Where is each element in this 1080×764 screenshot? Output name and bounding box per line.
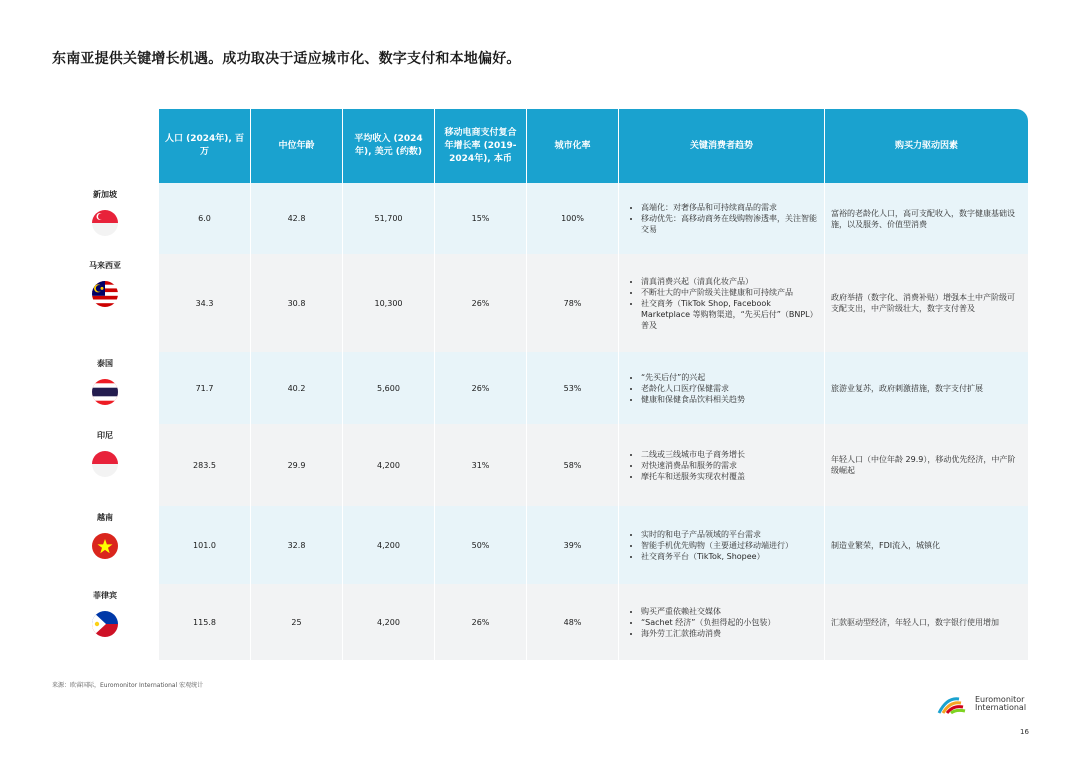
trend-item: • 老龄化人口医疗保健需求 <box>641 383 818 394</box>
trend-item: • 高端化：对奢侈品和可持续商品的需求 <box>641 202 818 213</box>
header-income: 平均收入 (2024年), 美元 (约数) <box>342 109 434 183</box>
cell-drivers: 汇款驱动型经济，年轻人口，数字银行使用增加 <box>824 584 1028 660</box>
cell-trends <box>618 254 824 352</box>
header-drivers: 购买力驱动因素 <box>824 109 1028 183</box>
indonesia-flag-icon <box>92 451 118 477</box>
cell-drivers: 旅游业复苏，政府刺激措施，数字支付扩展 <box>824 352 1028 424</box>
cell-median-age: 29.9 <box>250 424 342 506</box>
header-trends: 关键消费者趋势 <box>618 109 824 183</box>
cell-urbanization: 53% <box>526 352 618 424</box>
cell-drivers: 年轻人口（中位年龄 29.9），移动优先经济，中产阶级崛起 <box>824 424 1028 506</box>
cell-ecommerce: 26% <box>434 584 526 660</box>
country-name: 菲律宾 <box>93 591 117 600</box>
cell-population: 115.8 <box>158 584 250 660</box>
trend-item: • 社交商务（TikTok Shop, Facebook Marketplace 等购物渠道，“先买后付”（BNPL）普及 <box>641 298 818 331</box>
trend-item: • 移动优先：高移动商务在线购物渗透率，关注智能交易 <box>641 213 818 235</box>
page-title: 东南亚提供关键增长机遇。成功取决于适应城市化、数字支付和本地偏好。 <box>52 51 521 67</box>
vietnam-flag-icon <box>92 533 118 559</box>
country-cell <box>52 424 158 506</box>
cell-ecommerce: 31% <box>434 424 526 506</box>
cell-population: 34.3 <box>158 254 250 352</box>
table-row-philippines <box>52 584 1028 660</box>
table-row-malaysia <box>52 254 1028 352</box>
country-cell <box>52 183 158 254</box>
header-median-age: 中位年龄 <box>250 109 342 183</box>
table-row-vietnam <box>52 506 1028 584</box>
header-blank <box>52 109 158 183</box>
trend-item: • 摩托车和送服务实现农村覆盖 <box>641 471 818 482</box>
country-name: 新加坡 <box>93 190 117 199</box>
cell-urbanization: 78% <box>526 254 618 352</box>
cell-ecommerce: 15% <box>434 183 526 254</box>
trend-item: • 对快速消费品和服务的需求 <box>641 460 818 471</box>
singapore-flag-icon <box>92 210 118 236</box>
cell-income: 51,700 <box>342 183 434 254</box>
cell-trends <box>618 424 824 506</box>
cell-urbanization: 58% <box>526 424 618 506</box>
cell-trends <box>618 183 824 254</box>
malaysia-flag-icon <box>92 281 118 307</box>
cell-urbanization: 48% <box>526 584 618 660</box>
market-table <box>52 109 1028 660</box>
country-name: 泰国 <box>97 359 113 368</box>
cell-drivers: 制造业繁荣，FDI流入，城镇化 <box>824 506 1028 584</box>
cell-income: 5,600 <box>342 352 434 424</box>
page-number: 16 <box>1020 728 1029 736</box>
cell-trends <box>618 584 824 660</box>
philippines-flag-icon <box>92 611 118 637</box>
header-population: 人口 (2024年), 百万 <box>158 109 250 183</box>
cell-drivers: 政府举措（数字化、消费补贴）增强本土中产阶级可支配支出，中产阶级壮大，数字支付普及 <box>824 254 1028 352</box>
cell-income: 4,200 <box>342 424 434 506</box>
trend-item: • 清真消费兴起（清真化妆产品） <box>641 276 818 287</box>
trend-item: • 实时的和电子产品领域的平台需求 <box>641 529 818 540</box>
header-row <box>52 109 1028 183</box>
logo-line2: International <box>975 703 1027 712</box>
cell-trends <box>618 506 824 584</box>
trend-item: • 社交商务平台（TikTok, Shopee） <box>641 551 818 562</box>
logo-wordmark <box>975 696 1026 712</box>
thailand-flag-icon <box>92 379 118 405</box>
cell-population: 6.0 <box>158 183 250 254</box>
table-row-singapore <box>52 183 1028 254</box>
trend-item: • “先买后付”的兴起 <box>641 372 818 383</box>
trend-item: • “Sachet 经济”（负担得起的小包装） <box>641 617 818 628</box>
trend-item: • 购买严重依赖社交媒体 <box>641 606 818 617</box>
cell-income: 10,300 <box>342 254 434 352</box>
cell-income: 4,200 <box>342 584 434 660</box>
source-footnote: 来源：欧睿国际，Euromonitor International 宏观统计 <box>52 682 204 689</box>
header-urbanization: 城市化率 <box>526 109 618 183</box>
cell-median-age: 30.8 <box>250 254 342 352</box>
cell-median-age: 25 <box>250 584 342 660</box>
trend-item: • 智能手机优先购物（主要通过移动端进行） <box>641 540 818 551</box>
trend-item: • 健康和保健食品饮料相关趋势 <box>641 394 818 405</box>
cell-ecommerce: 50% <box>434 506 526 584</box>
cell-drivers: 富裕的老龄化人口，高可支配收入，数字健康基础设施，以及服务、价值型消费 <box>824 183 1028 254</box>
cell-trends <box>618 352 824 424</box>
cell-population: 71.7 <box>158 352 250 424</box>
cell-urbanization: 100% <box>526 183 618 254</box>
logo-line1: Euromonitor <box>975 695 1025 704</box>
cell-income: 4,200 <box>342 506 434 584</box>
header-ecommerce: 移动电商支付复合年增长率 (2019-2024年), 本币 <box>434 109 526 183</box>
cell-median-age: 42.8 <box>250 183 342 254</box>
table-row-thailand <box>52 352 1028 424</box>
country-name: 马来西亚 <box>89 261 121 270</box>
cell-ecommerce: 26% <box>434 352 526 424</box>
trend-item: • 二线或三线城市电子商务增长 <box>641 449 818 460</box>
trend-item: • 海外劳工汇款推动消费 <box>641 628 818 639</box>
country-cell <box>52 254 158 352</box>
country-cell <box>52 352 158 424</box>
table-row-indonesia <box>52 424 1028 506</box>
country-cell <box>52 584 158 660</box>
country-name: 越南 <box>97 513 113 522</box>
cell-median-age: 32.8 <box>250 506 342 584</box>
country-name: 印尼 <box>97 431 113 440</box>
trend-item: • 不断壮大的中产阶级关注健康和可持续产品 <box>641 287 818 298</box>
cell-population: 101.0 <box>158 506 250 584</box>
country-cell <box>52 506 158 584</box>
cell-ecommerce: 26% <box>434 254 526 352</box>
cell-urbanization: 39% <box>526 506 618 584</box>
cell-median-age: 40.2 <box>250 352 342 424</box>
cell-population: 283.5 <box>158 424 250 506</box>
